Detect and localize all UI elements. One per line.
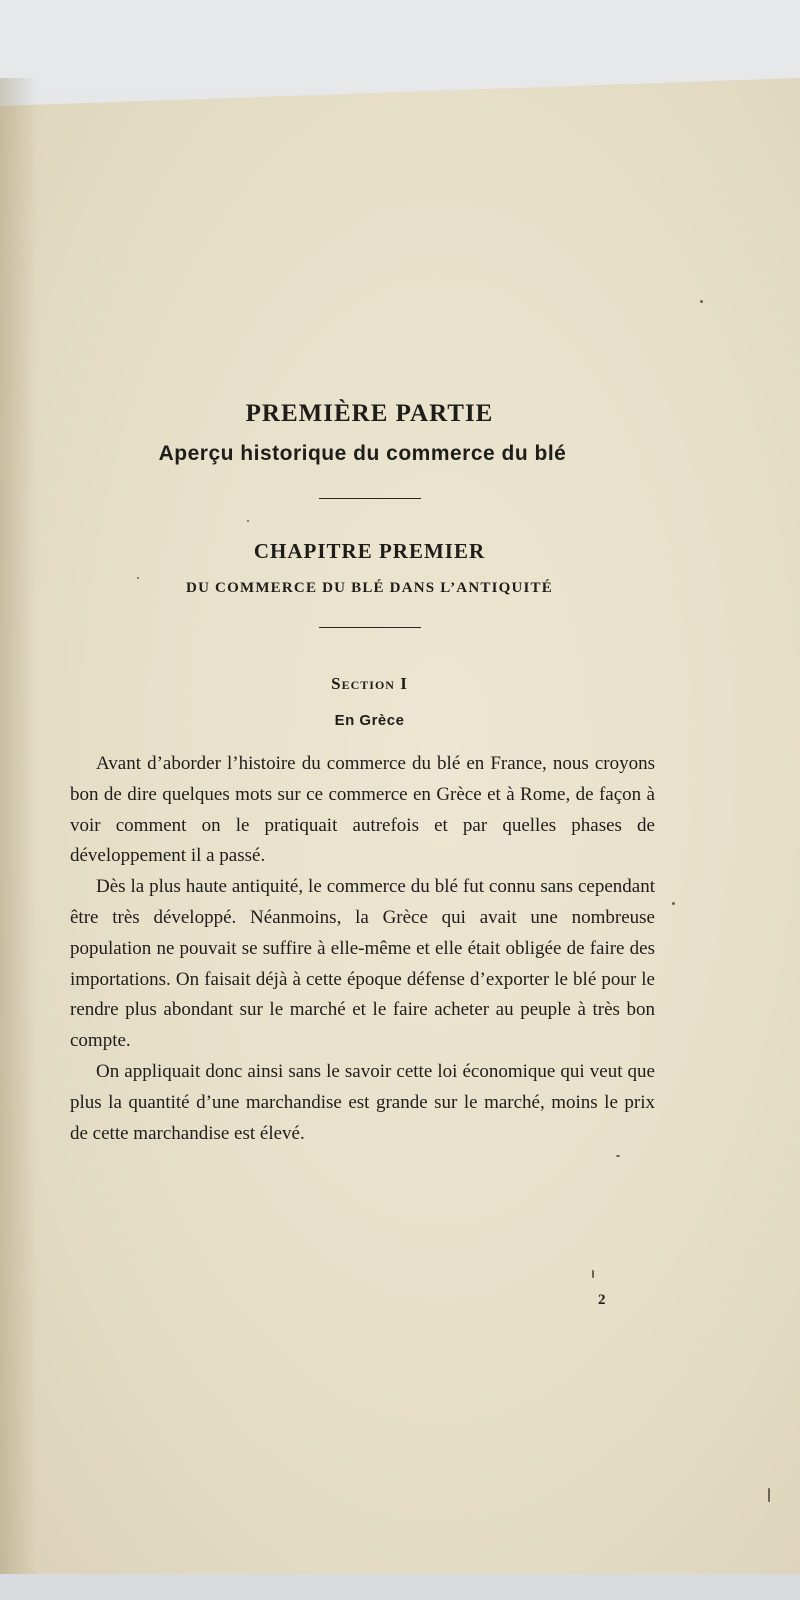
paragraph: Dès la plus haute antiquité, le commerce du blé fut connu sans cependant être très développé. Néanmoins, la Grèce qui avait une nombreuse population ne pouvait se suffire à elle-même et elle était obligée de faire des importations. On faisait déjà à cette époque défense d’exporter le blé pour le rendre plus abondant sur le marché et le faire acheter au peuple à très bon compte.: [70, 876, 655, 1052]
page-content: [70, 400, 655, 1149]
section-subtitle: En Grèce: [334, 712, 405, 729]
divider-rule: [319, 627, 421, 628]
paragraph: Avant d’aborder l’histoire du commerce du blé en France, nous croyons bon de dire quelques mots sur ce commerce en Grèce et à Rome, de façon à voir comment on le pratiquait autrefois et par quelles phases de développement il a passé.: [70, 753, 655, 867]
paper-fleck: [616, 1155, 620, 1157]
body-text: [70, 749, 655, 1149]
page-binding-shadow: [0, 78, 38, 1574]
section-title: Section I: [331, 674, 408, 693]
paper-fleck: [768, 1488, 770, 1502]
paper-fleck: [700, 300, 703, 303]
part-title: PREMIÈRE PARTIE: [245, 400, 494, 427]
page-number: 2: [598, 1292, 606, 1308]
paragraph: On appliquait donc ainsi sans le savoir cette loi économique qui veut que plus la quantité d’une marchandise est grande sur le marché, moins le prix de cette marchandise est élevé.: [70, 1060, 655, 1144]
paper-fleck: [592, 1270, 594, 1278]
divider-rule: [319, 498, 421, 499]
part-subtitle: Aperçu historique du commerce du blé: [158, 442, 567, 465]
chapter-title: CHAPITRE PREMIER: [253, 539, 486, 563]
chapter-subtitle: DU COMMERCE DU BLÉ DANS L’ANTIQUITÉ: [186, 580, 553, 596]
paper-fleck: [672, 902, 675, 905]
